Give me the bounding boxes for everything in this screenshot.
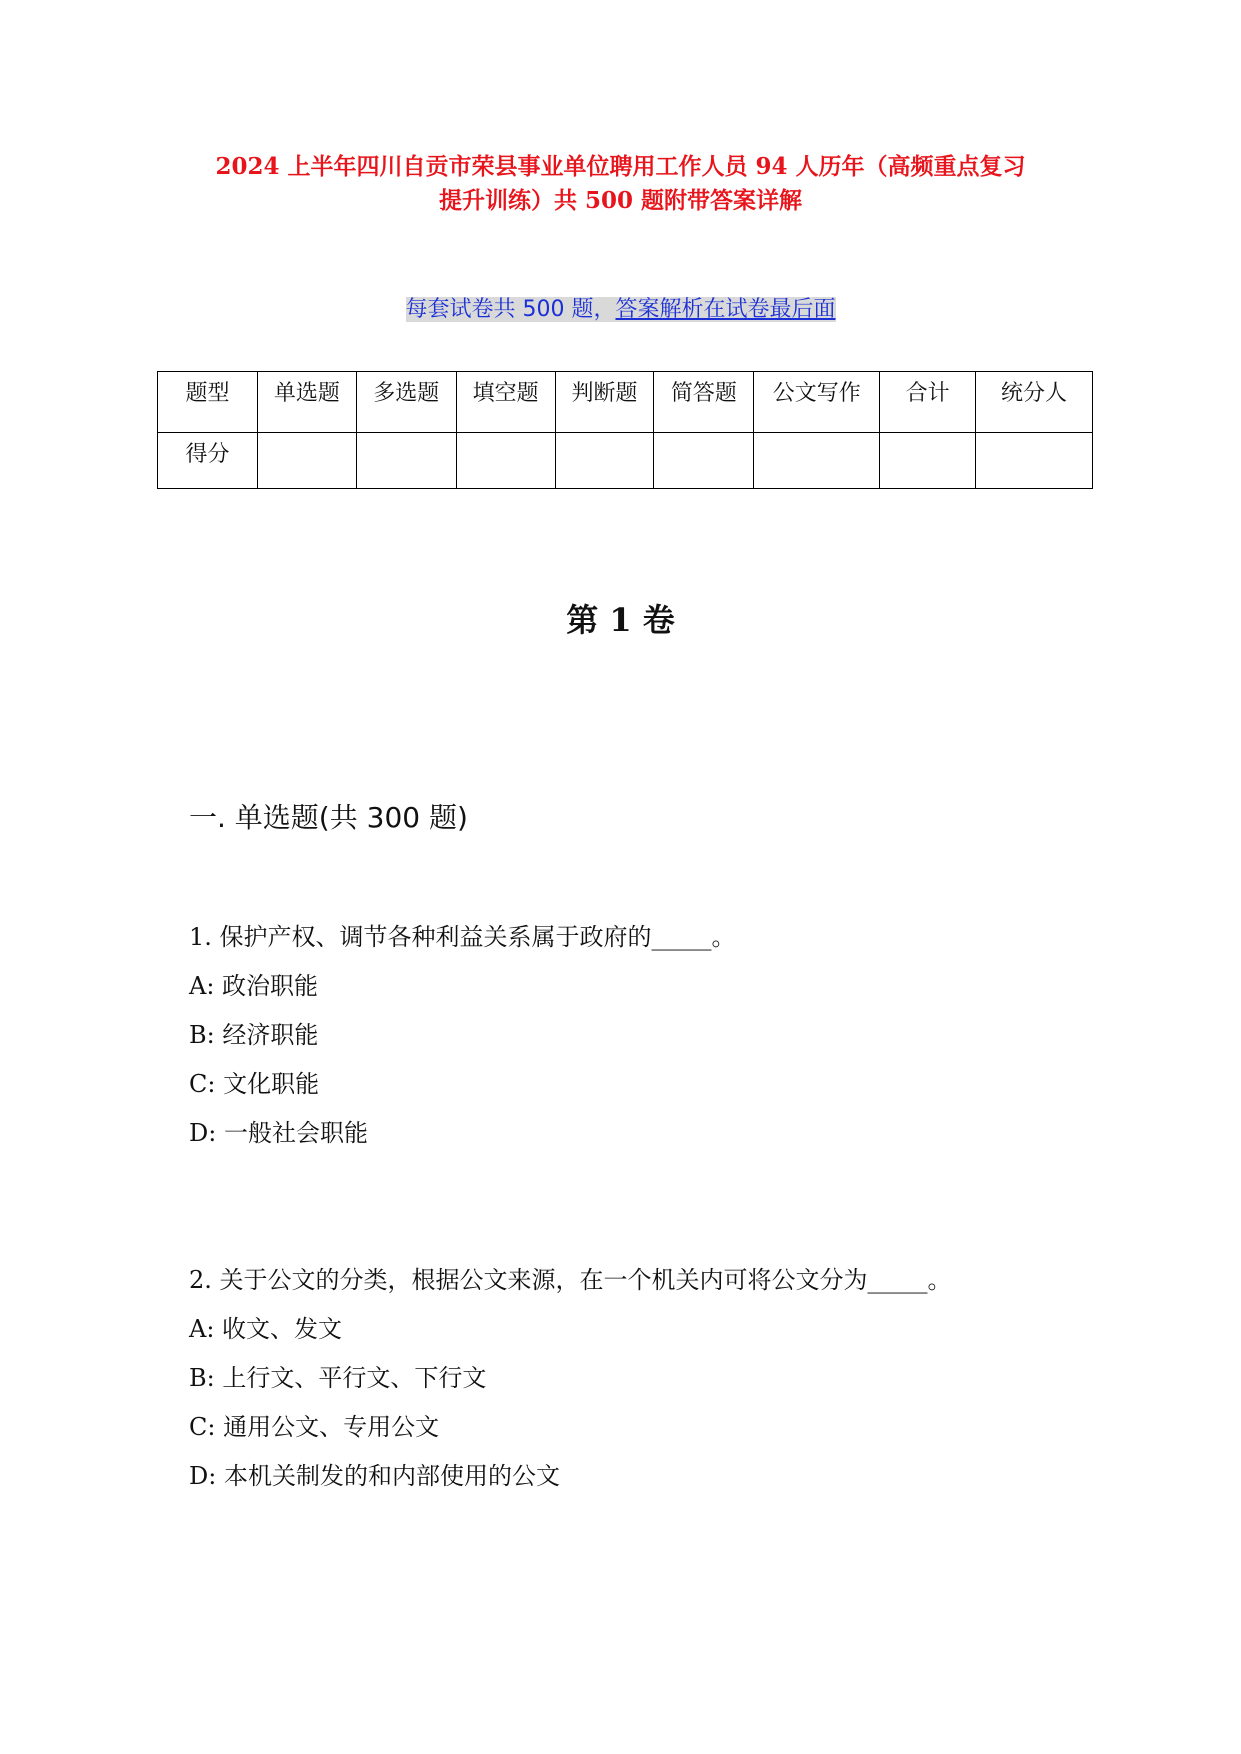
score-cell: [257, 433, 356, 489]
question-1-option-c: C: 文化职能: [189, 1070, 320, 1098]
score-cell: [456, 433, 555, 489]
question-2-option-c: C: 通用公文、专用公文: [189, 1413, 440, 1441]
question-1-option-a: A: 政治职能: [189, 972, 319, 1000]
document-title-line-2: 提升训练）共 500 题附带答案详解: [438, 187, 803, 214]
score-cell: [654, 433, 754, 489]
header-cell: 题型: [158, 372, 258, 433]
score-cell: [976, 433, 1093, 489]
section-title: 一. 单选题(共 300 题): [189, 801, 468, 834]
volume-title: 第 1 卷: [566, 601, 675, 639]
answer-location-link[interactable]: 答案解析在试卷最后面: [615, 297, 836, 322]
subtitle-text: 每套试卷共 500 题，: [405, 297, 616, 322]
header-cell: 单选题: [257, 372, 356, 433]
question-2-option-a: A: 收文、发文: [189, 1315, 343, 1343]
header-cell: 简答题: [654, 372, 754, 433]
question-1-stem: 1. 保护产权、调节各种利益关系属于政府的_____。: [189, 923, 736, 951]
header-cell: 判断题: [555, 372, 654, 433]
score-cell: [880, 433, 976, 489]
score-cell: [754, 433, 880, 489]
question-1-option-d: D: 一般社会职能: [189, 1119, 368, 1147]
question-1-option-b: B: 经济职能: [189, 1021, 319, 1049]
score-cell: [356, 433, 456, 489]
question-2-stem: 2. 关于公文的分类，根据公文来源，在一个机关内可将公文分为_____。: [189, 1266, 952, 1294]
score-table-score-row: [158, 433, 1093, 489]
score-table-header-row: [158, 372, 1093, 433]
score-cell: [555, 433, 654, 489]
document-title-line-1: 2024 上半年四川自贡市荣县事业单位聘用工作人员 94 人历年（高频重点复习: [215, 153, 1026, 180]
question-2-option-d: D: 本机关制发的和内部使用的公文: [189, 1462, 560, 1490]
header-cell: 统分人: [976, 372, 1093, 433]
score-table: [157, 371, 1093, 489]
header-cell: 填空题: [456, 372, 555, 433]
header-cell: 公文写作: [754, 372, 880, 433]
score-row-label: 得分: [158, 433, 258, 489]
header-cell: 多选题: [356, 372, 456, 433]
header-cell: 合计: [880, 372, 976, 433]
subtitle: [0, 294, 1241, 326]
question-2-option-b: B: 上行文、平行文、下行文: [189, 1364, 487, 1392]
